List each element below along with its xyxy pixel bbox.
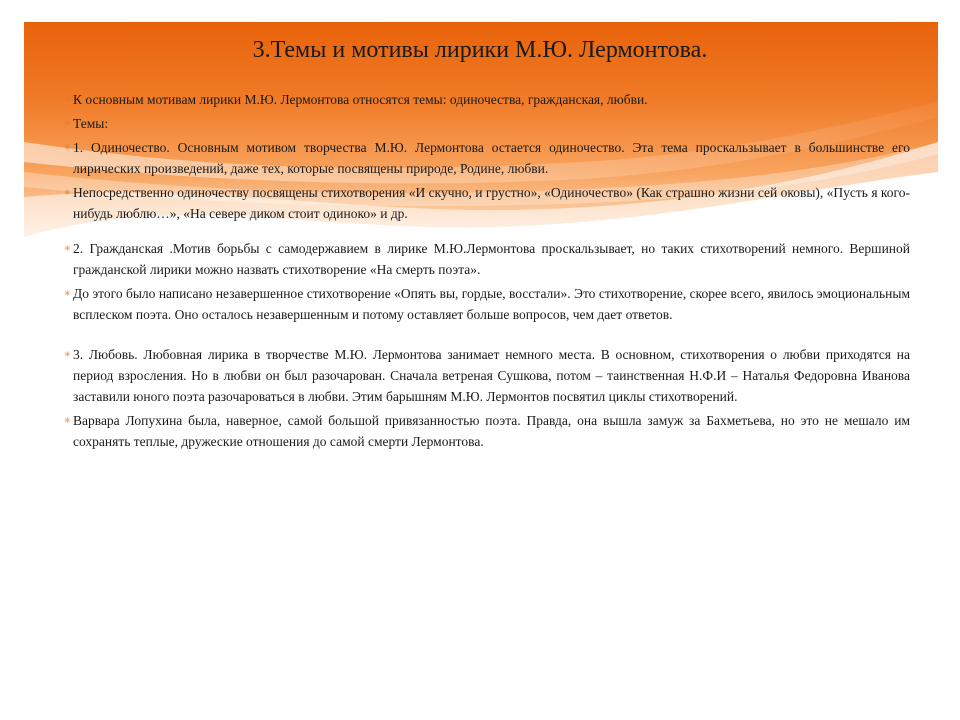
- paragraph-lopukhina: [62, 410, 910, 452]
- paragraph-civic: [62, 238, 910, 280]
- slide-title: 3.Темы и мотивы лирики М.Ю. Лермонтова.: [252, 37, 708, 63]
- paragraph-intro: [62, 89, 910, 110]
- paragraph-text: Непосредственно одиночеству посвящены стихотворения «И скучно, и грустно», «Одиночество» (Как страшно жизни сей оковы), «Пусть я кого-нибудь люблю…», «На севере диком стоит одиноко» и др.: [73, 185, 910, 221]
- bullet-icon: ✳: [64, 188, 71, 197]
- bullet-icon: ✳: [64, 119, 71, 128]
- bullet-icon: ✳: [64, 289, 71, 298]
- paragraph-text: 3. Любовь. Любовная лирика в творчестве М.Ю. Лермонтова занимает немного места. В основном, стихотворения о любви приходятся на период взросления. Но в любви он был разочарован. Сначала ветреная Сушкова, потом – таинственная Н.Ф.И – Наталья Федоровна Иванова заставили юного поэта разочароваться в любви. Этим барышням М.Ю. Лермонтов посвятил циклы стихотворений.: [73, 347, 910, 404]
- bullet-icon: ✳: [64, 416, 71, 425]
- paragraph-text: Варвара Лопухина была, наверное, самой большой привязанностью поэта. Правда, она вышла замуж за Бахметьева, но это не мешало им сохранять теплые, дружеские отношения до самой смерти Лермонтова.: [73, 413, 910, 449]
- bullet-icon: ✳: [64, 143, 71, 152]
- paragraph-text: До этого было написано незавершенное стихотворение «Опять вы, гордые, восстали». Это стихотворение, скорее всего, явилось эмоциональным всплеском поэта. Оно осталось незавершенным и потому оставляет больше вопросов, чем дает ответов.: [73, 286, 910, 322]
- paragraph-loneliness: [62, 137, 910, 179]
- paragraph-text: Темы:: [73, 116, 109, 131]
- bullet-icon: ✳: [64, 350, 71, 359]
- paragraph-civic-unfinished: [62, 283, 910, 325]
- paragraph-text: 1. Одиночество. Основным мотивом творчества М.Ю. Лермонтова остается одиночество. Эта тема проскальзывает в большинстве его лирических произведений, даже тех, которые посвящены природе, Родине, любви.: [73, 140, 910, 176]
- paragraph-text: 2. Гражданская .Мотив борьбы с самодержавием в лирике М.Ю.Лермонтова проскальзывает, но таких стихотворений немного. Вершиной гражданской лирики можно назвать стихотворение «На смерть поэта».: [73, 241, 910, 277]
- paragraph-love: [62, 344, 910, 407]
- paragraph-text: К основным мотивам лирики М.Ю. Лермонтова относятся темы: одиночества, гражданская, любви.: [73, 92, 648, 107]
- bullet-icon: ✳: [64, 95, 71, 104]
- bullet-icon: ✳: [64, 244, 71, 253]
- paragraph-loneliness-poems: [62, 182, 910, 224]
- slide-content: [62, 89, 910, 452]
- paragraph-themes-label: [62, 113, 910, 134]
